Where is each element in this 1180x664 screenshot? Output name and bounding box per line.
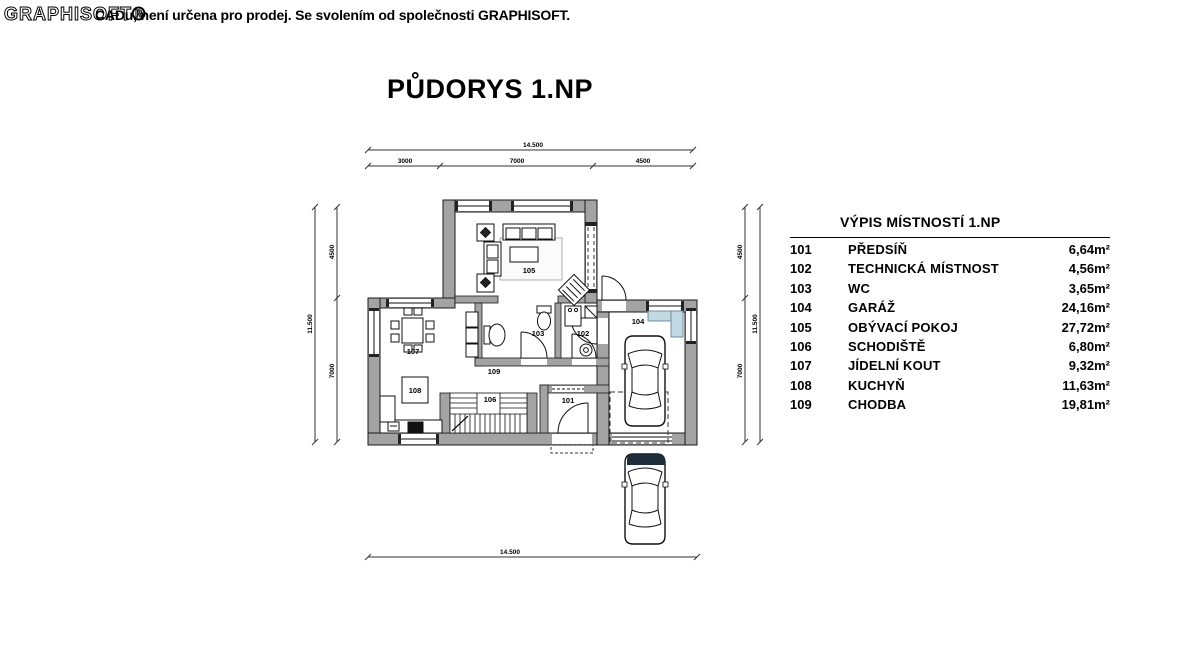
room-area: 6,64m² — [1068, 242, 1110, 257]
label-102: 102 — [576, 329, 590, 338]
dim-bottom-total: 14.500 — [500, 549, 520, 556]
license-text: CADu, není určena pro prodej. Se svolením od společnosti GRAPHISOFT. — [95, 7, 570, 23]
dim-left-total: 11.500 — [307, 314, 314, 334]
room-name: OBÝVACÍ POKOJ — [848, 319, 958, 335]
room-area: 19,81m² — [1061, 397, 1110, 413]
room-number: 102 — [790, 261, 812, 277]
label-107: 107 — [406, 347, 420, 356]
room-name: GARÁŽ — [848, 300, 896, 316]
car-roof — [627, 454, 665, 465]
room-area: 4,56m² — [1068, 261, 1110, 277]
graphisoft-logo-text: GRAPHISOFT® — [4, 4, 147, 24]
washer-icon — [565, 306, 581, 326]
room-name: CHODBA — [848, 397, 907, 413]
room-name: TECHNICKÁ MÍSTNOST — [848, 261, 999, 277]
room-number: 101 — [790, 242, 812, 257]
room-area: 27,72m² — [1061, 319, 1110, 335]
room-number: 109 — [790, 397, 812, 413]
dim-top-seg1: 3000 — [397, 158, 413, 165]
label-106: 106 — [483, 395, 497, 404]
garage-shelf — [671, 311, 683, 337]
drawing-title: PŮDORYS 1.NP — [387, 74, 594, 104]
garage-contents — [610, 311, 683, 443]
label-103: 103 — [531, 329, 545, 338]
dim-right-total: 11.500 — [752, 314, 759, 334]
dim-left-seg1: 4500 — [329, 244, 336, 260]
label-108: 108 — [408, 386, 422, 395]
dim-left-seg2: 7000 — [329, 363, 336, 379]
room-number: 108 — [790, 377, 812, 393]
car-outside-icon — [622, 454, 668, 544]
coffee-table — [510, 247, 538, 262]
room-number: 107 — [790, 358, 812, 374]
toilet-icon — [538, 312, 551, 330]
room-area: 24,16m² — [1061, 300, 1110, 316]
room-number: 104 — [790, 300, 812, 316]
dim-top-total: 14.500 — [523, 142, 543, 149]
room-area: 11,63m² — [1062, 377, 1110, 393]
room-number: 106 — [790, 338, 812, 354]
dim-right-seg2: 7000 — [737, 363, 744, 379]
room-area: 6,80m² — [1068, 338, 1110, 354]
dining-furniture — [391, 308, 434, 352]
room-name: PŘEDSÍŇ — [848, 242, 908, 257]
dim-top-seg3: 4500 — [635, 158, 651, 165]
washbasin-icon — [489, 324, 505, 346]
label-109: 109 — [487, 367, 501, 376]
room-name: SCHODIŠTĚ — [848, 338, 926, 354]
dining-table — [402, 318, 423, 343]
kitchen-counter — [380, 396, 395, 422]
driveway-car — [622, 454, 668, 544]
room-list-title: VÝPIS MÍSTNOSTÍ 1.NP — [840, 214, 1001, 230]
room-name: WC — [848, 280, 871, 296]
car-inside-icon — [622, 336, 668, 426]
room-name: JÍDELNÍ KOUT — [848, 358, 941, 374]
living-room-furniture — [477, 224, 590, 306]
room-number: 103 — [790, 280, 812, 296]
room-name: KUCHYŇ — [848, 377, 905, 393]
dim-right-seg1: 4500 — [737, 244, 744, 260]
stove-icon — [408, 422, 423, 432]
dim-top-seg2: 7000 — [509, 158, 525, 165]
label-105: 105 — [522, 266, 536, 275]
room-number: 105 — [790, 319, 812, 335]
room-area: 9,32m² — [1068, 358, 1110, 374]
room-area: 3,65m² — [1068, 280, 1110, 296]
label-104: 104 — [631, 317, 645, 326]
label-101: 101 — [561, 396, 575, 405]
